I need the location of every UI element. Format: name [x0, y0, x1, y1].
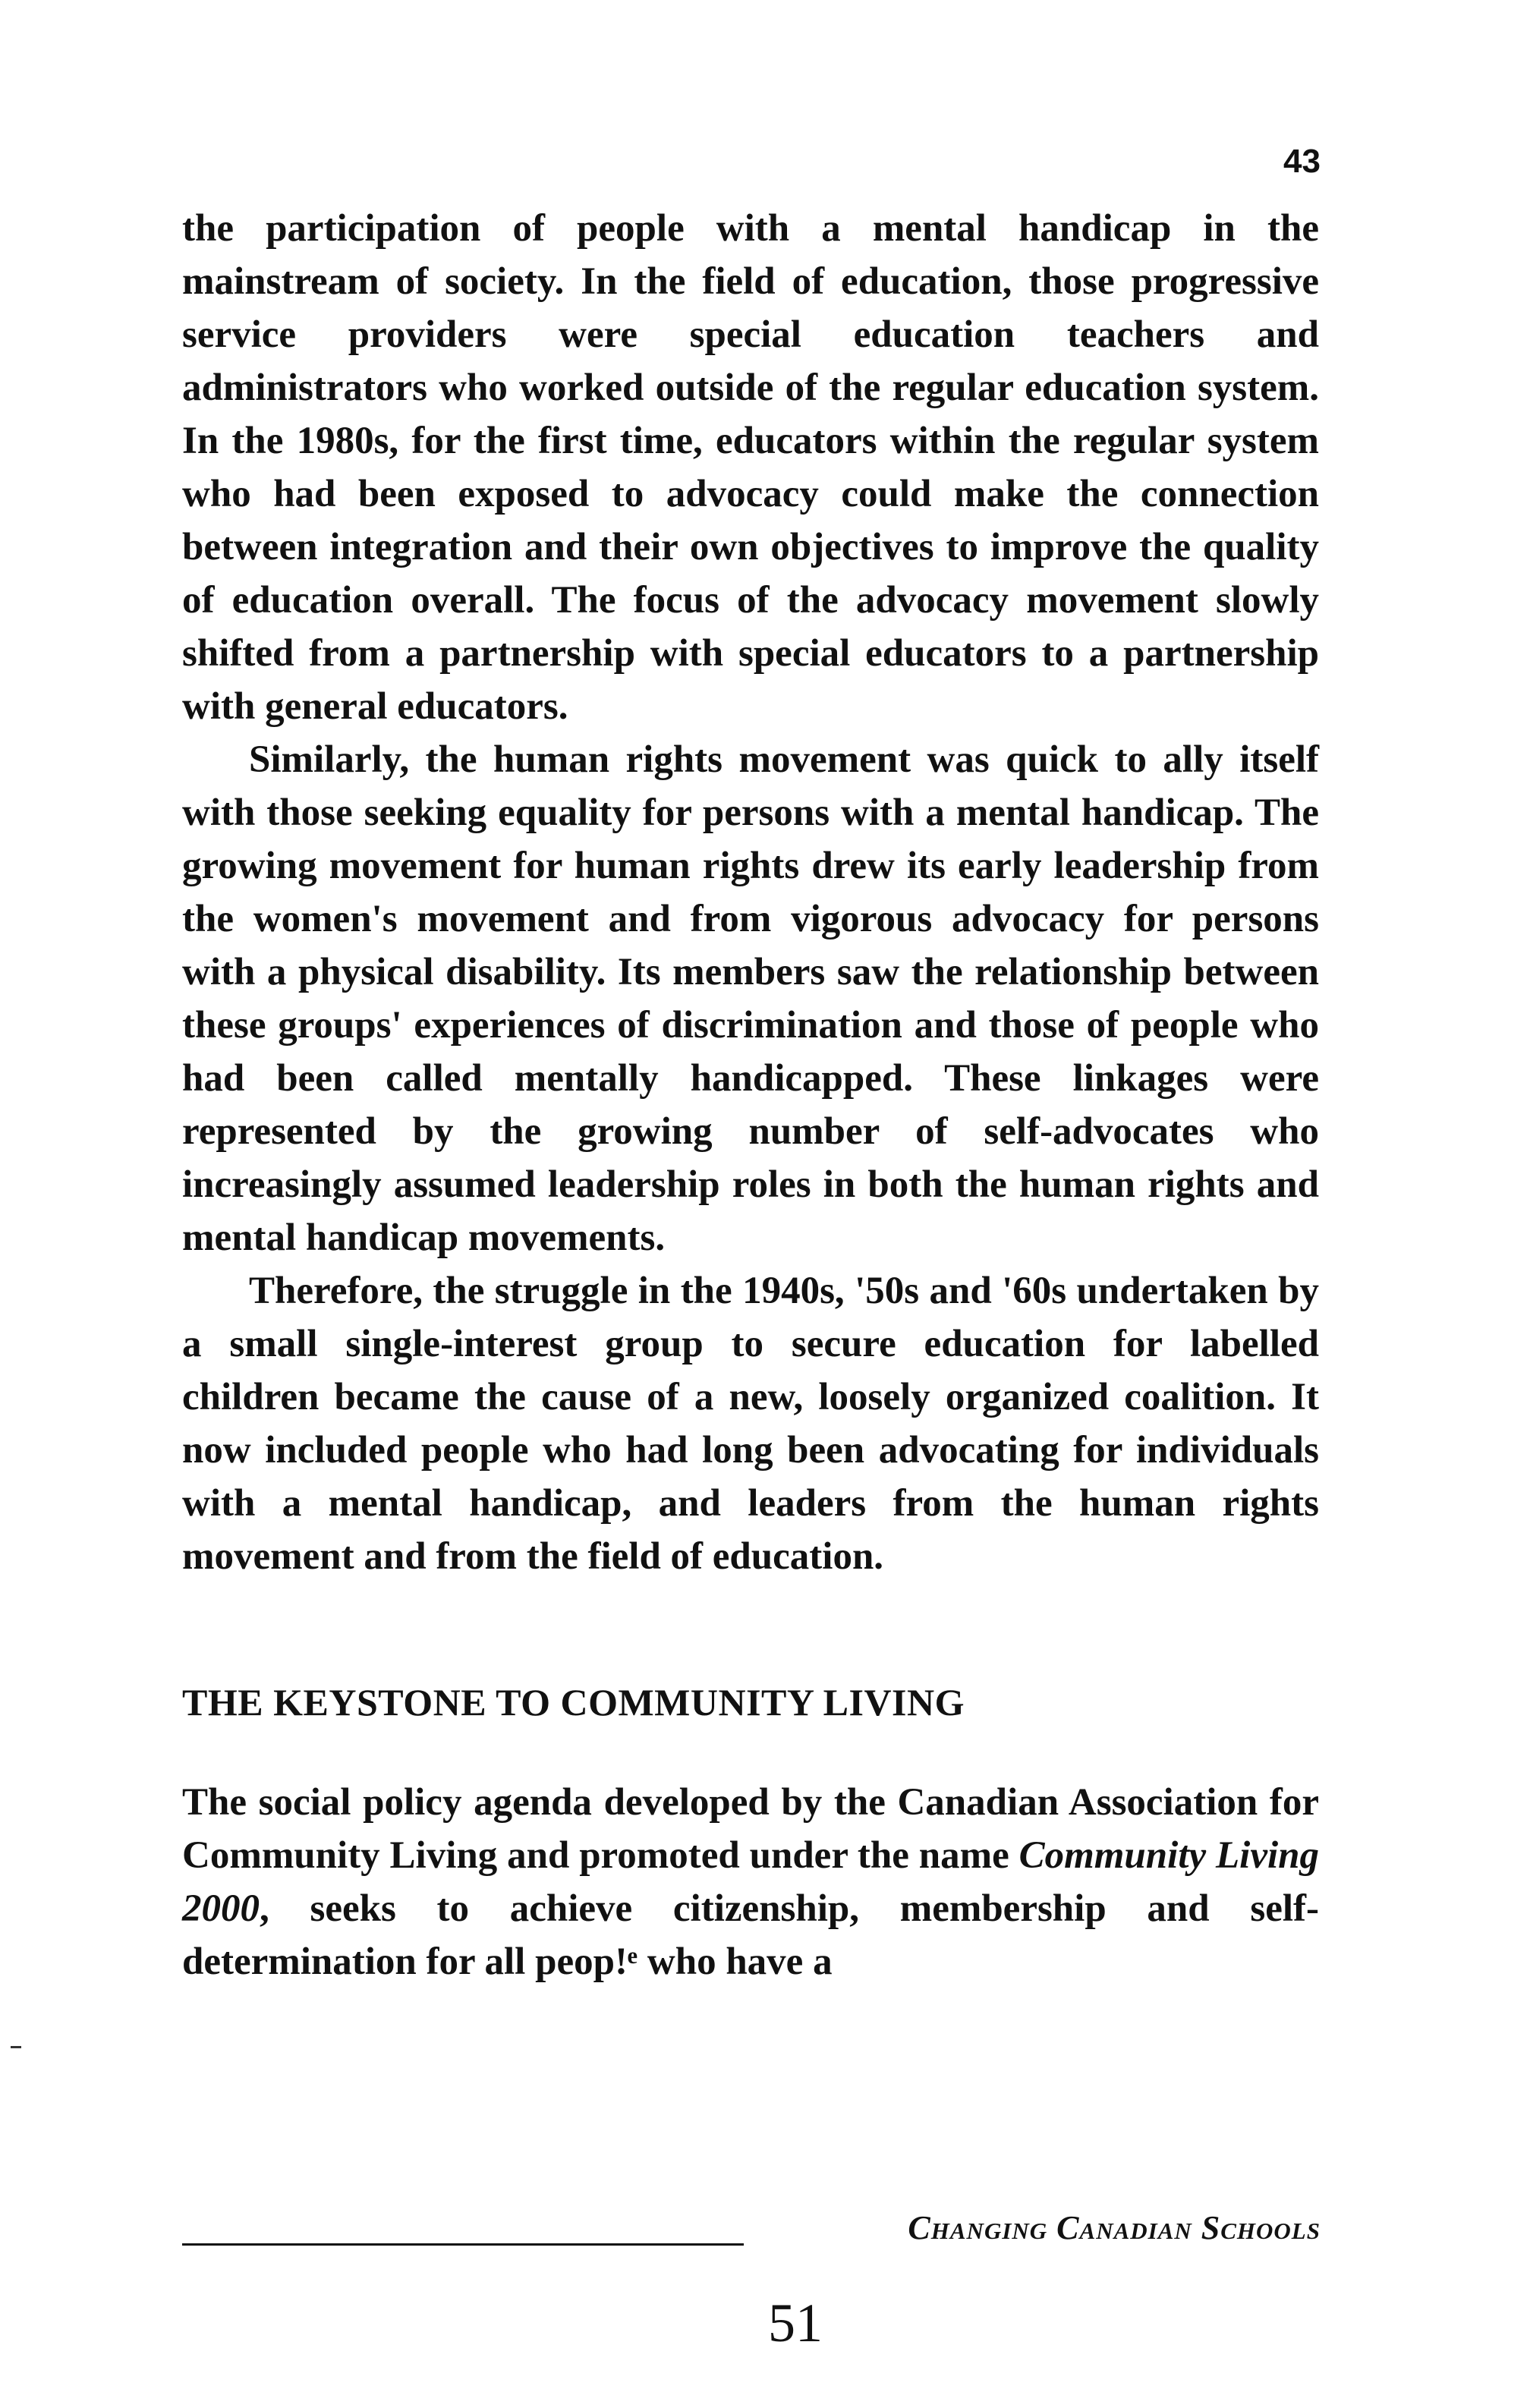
paragraph-1: the participation of people with a mental handicap in the mainstream of society. In the field of education, those progressive service providers were special education teachers and administrators who worked outside of the regular education system. In the 1980s, for the first time, educators within the regular system who had been exposed to advocacy could make the connection between integration and their own objectives to improve the quality of education overall. The focus of the advocacy movement slowly shifted from a partnership with special educators to a partnership with general educators. [182, 207, 1319, 728]
section-paragraph [182, 1776, 1319, 1988]
body-text [182, 202, 1319, 1988]
footer-rule [182, 2243, 744, 2246]
margin-mark [11, 2046, 21, 2048]
section-paragraph-text-1: The social policy agenda developed by the Canadian Association for Community Living and promoted under the name [182, 1781, 1319, 1877]
page-number: 43 [1283, 143, 1321, 180]
section-paragraph-text-2: , seeks to achieve citizenship, membership and self-determination for all peop!ᵉ who have a [182, 1887, 1319, 1983]
section-paragraph-italic-title: Community Living 2000 [182, 1834, 1319, 1930]
footer-title: Changing Canadian Schools [908, 2209, 1321, 2246]
footer-page-number: 51 [768, 2293, 823, 2353]
paragraph-2: Similarly, the human rights movement was quick to ally itself with those seeking equality for persons with a mental handicap. The growing movement for human rights drew its early leadership from the women's movement and from vigorous advocacy for persons with a physical disability. Its members saw the relationship between these groups' experiences of discrimination and those of people who had been called mentally handicapped. These linkages were represented by the growing number of self-advocates who increasingly assumed leadership roles in both the human rights and mental handicap movements. [182, 738, 1319, 1259]
paragraph-3: Therefore, the struggle in the 1940s, '50s and '60s undertaken by a small single-interest group to secure education for labelled children became the cause of a new, loosely organized coalition. It now included people who had long been advocating for individuals with a mental handicap, and leaders from the human rights movement and from the field of education. [182, 1270, 1319, 1578]
section-heading: THE KEYSTONE TO COMMUNITY LIVING [182, 1681, 965, 1723]
